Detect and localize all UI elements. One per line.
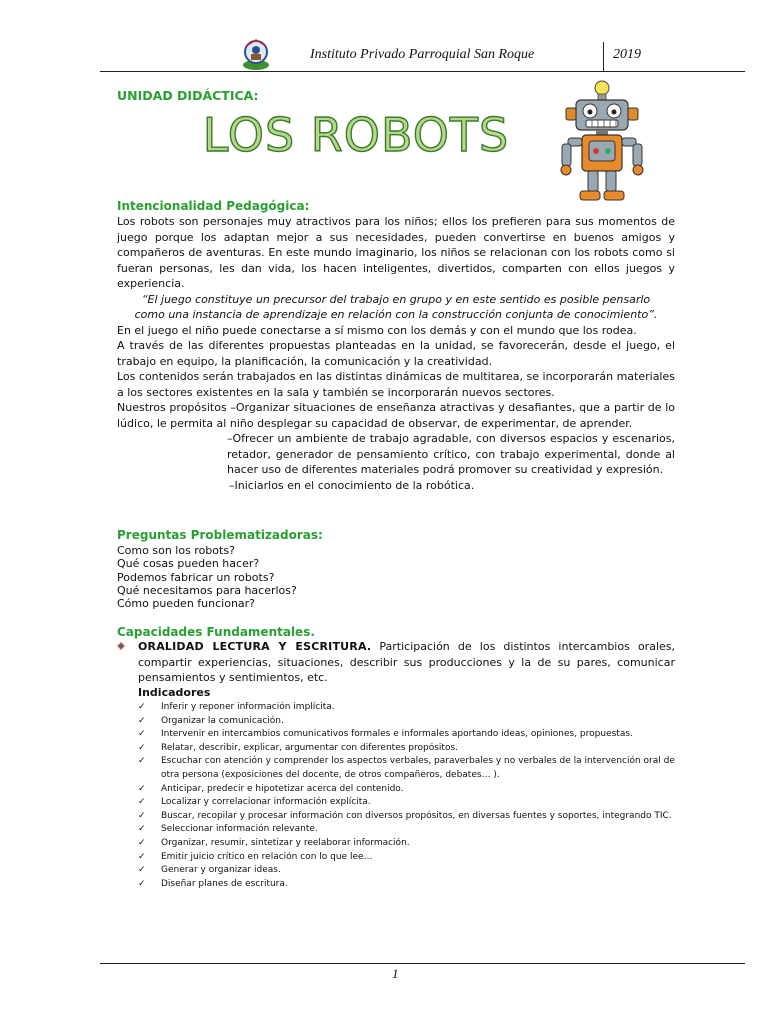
checkmark-icon: ✓	[138, 715, 146, 726]
list-item: ✓ Seleccionar información relevante.	[138, 823, 678, 837]
checkmark-icon: ✓	[138, 742, 146, 753]
intencionalidad-p5: Nuestros propósitos –Organizar situaciones de enseñanza atractivas y desafiantes, que a partir de lo lúdico, le permita al niño desplegar su capacidad de observar, de experimentar, de aprender.	[117, 401, 675, 430]
list-item: ✓ Intervenir en intercambios comunicativos formales e informales aportando ideas, opiniones, propuestas.	[138, 728, 678, 742]
footer-rule	[100, 963, 745, 964]
capacidad-text: Participación de los distintos intercambios orales, compartir experiencias, situaciones, describir sus producciones y la de su pares, comunicar pensamientos y sentimientos, etc.	[138, 640, 675, 684]
list-item: ✓ Organizar, resumir, sintetizar y reelaborar información.	[138, 837, 678, 851]
list-item: ✓ Escuchar con atención y comprender los aspectos verbales, paraverbales y no verbales de la intervención oral de otra persona (exposiciones del docente, de otros compañeros, debates… ).	[138, 756, 675, 780]
intencionalidad-p1: Los robots son personajes muy atractivos para los niños; ellos los prefieren para sus momentos de juego porque los adaptan mejor a sus necesidades, pueden convertirse en buenos amigos y compañeros de aventuras. En este mundo imaginario, los niños se relacionan con los robots como si fueran personas, les dan vida, los hacen inteligentes, divertidos, comparten con ellos juegos y experiencia.	[117, 215, 675, 290]
institution-name: Instituto Privado Parroquial San Roque	[310, 47, 535, 62]
checkmark-icon: ✓	[138, 851, 146, 862]
checkmark-icon: ✓	[138, 702, 146, 712]
list-item: ✓ Organizar la comunicación.	[138, 715, 678, 729]
robot-illustration-icon	[552, 78, 652, 206]
list-item: ✓ Diseñar planes de escritura.	[138, 878, 678, 892]
checkmark-icon: ✓	[138, 783, 146, 794]
page-title	[186, 104, 526, 164]
capacidades-heading: Capacidades Fundamentales.	[117, 625, 315, 639]
checkmark-icon: ✓	[138, 824, 146, 835]
intencionalidad-p2: En el juego el niño puede conectarse a sí mismo con los demás y con el mundo que los rodea.	[117, 323, 637, 337]
checkmark-icon: ✓	[138, 756, 146, 767]
intencionalidad-p4: Los contenidos serán trabajados en las distintas dinámicas de multitarea, se incorporarán materiales a los sectores existentes en la sala y también se incorporarán nuevos sectores.	[117, 370, 675, 399]
checkmark-icon: ✓	[138, 729, 146, 740]
header-divider	[603, 42, 604, 72]
intencionalidad-quote: “El juego constituye un precursor del trabajo en grupo y en este sentido es posible pensarlo como una instancia de aprendizaje en relación con la construcción conjunta de conocimiento”.	[134, 292, 658, 321]
capacidad-lead: ORALIDAD LECTURA Y ESCRITURA.	[138, 640, 372, 653]
intencionalidad-heading: Intencionalidad Pedagógica:	[117, 199, 310, 213]
list-item: Como son los robots?	[117, 544, 235, 557]
unit-label: UNIDAD DIDÁCTICA:	[117, 88, 259, 103]
intencionalidad-p3: A través de las diferentes propuestas planteadas en la unidad, se favorecerán, desde el juego, el trabajo en equipo, la planificación, la comunicación y la creatividad.	[117, 339, 675, 368]
list-item: ✓ Emitir juicio crítico en relación con lo que lee…	[138, 851, 678, 865]
list-item: ✓ Anticipar, predecir e hipotetizar acerca del contenido.	[138, 783, 678, 797]
indicadores-list	[138, 701, 678, 891]
page-number: 1	[392, 966, 399, 981]
header-year: 2019	[613, 47, 641, 62]
list-item: ✓ Inferir y reponer información implícita.	[138, 701, 678, 715]
checkmark-icon: ✓	[138, 810, 146, 821]
list-item: Cómo pueden funcionar?	[117, 597, 256, 611]
diamond-bullet-icon	[117, 642, 125, 650]
list-item: ✓ Localizar y correlacionar información explícita.	[138, 796, 678, 810]
preguntas-list	[117, 544, 297, 610]
intencionalidad-p7: –Iniciarlos en el conocimiento de la robótica.	[229, 478, 475, 492]
preguntas-heading: Preguntas Problematizadoras:	[117, 528, 323, 542]
title-text: LOS ROBOTS	[202, 108, 510, 162]
list-item: Podemos fabricar un robots?	[117, 570, 275, 584]
capacidad-item	[117, 639, 675, 686]
school-logo-icon	[240, 38, 272, 72]
checkmark-icon: ✓	[138, 878, 146, 889]
list-item: ✓ Relatar, describir, explicar, argumentar con diferentes propósitos.	[138, 742, 678, 756]
checkmark-icon: ✓	[138, 837, 146, 848]
intencionalidad-body	[117, 214, 675, 493]
list-item: ✓ Buscar, recopilar y procesar información con diversos propósitos, en diversas fuentes y soportes, integrando TIC.	[138, 810, 678, 824]
list-item: ✓ Generar y organizar ideas.	[138, 864, 678, 878]
indicadores-title: Indicadores	[138, 686, 211, 699]
header-rule	[100, 71, 745, 72]
list-item: Qué cosas pueden hacer?	[117, 557, 260, 571]
checkmark-icon: ✓	[138, 797, 146, 808]
intencionalidad-p6: –Ofrecer un ambiente de trabajo agradable, con diversos espacios y escenarios, retador, generador de pensamiento crítico, con trabajo experimental, donde al hacer uso de diferentes materiales podrá promover su creatividad y expresión.	[227, 432, 675, 476]
list-item: Qué necesitamos para hacerlos?	[117, 583, 297, 597]
page-header	[100, 40, 745, 72]
checkmark-icon: ✓	[138, 865, 146, 876]
